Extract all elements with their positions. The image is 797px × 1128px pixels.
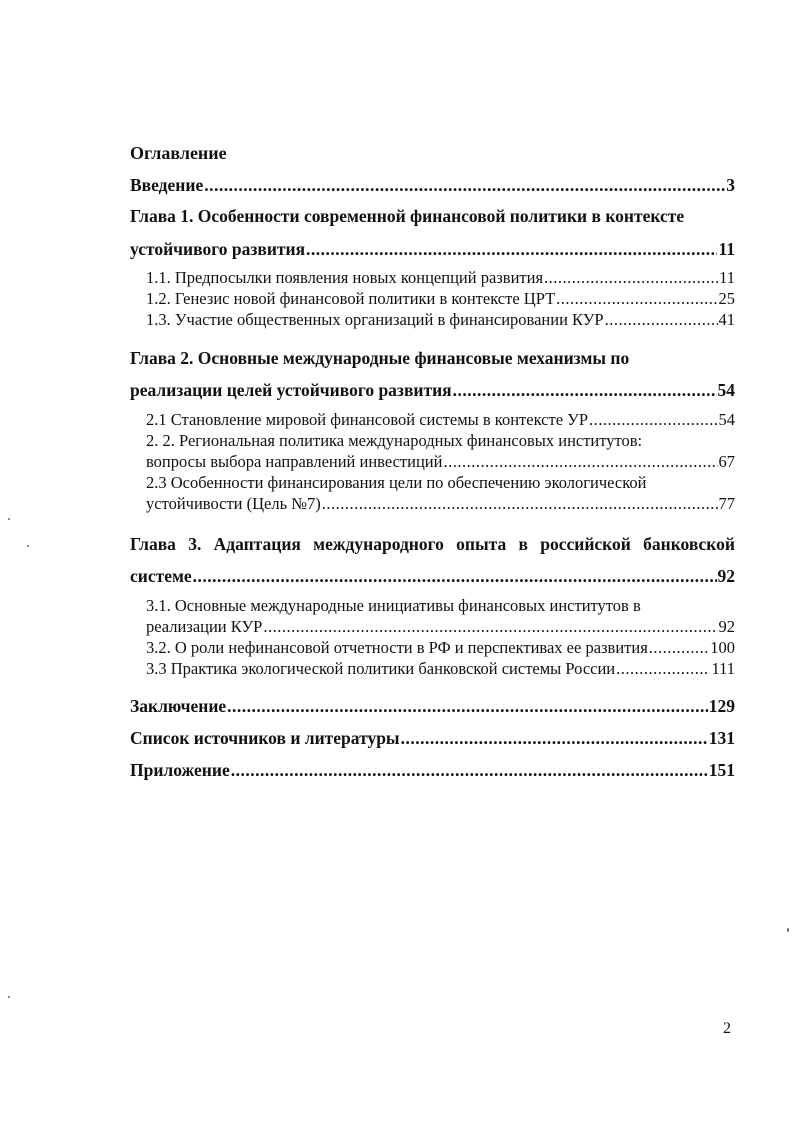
scan-speck — [27, 545, 29, 547]
dot-leader — [306, 239, 717, 260]
dot-leader — [616, 659, 710, 679]
toc-entry-section-1-2[interactable] — [146, 289, 735, 309]
toc-entry-page: 111 — [711, 659, 735, 678]
toc-entry-label: Введение — [130, 175, 204, 195]
scan-speck — [8, 518, 10, 520]
toc-entry-label: 1.2. Генезис новой финансовой политики в контексте ЦРТ — [146, 289, 556, 308]
toc-entry-page: 77 — [718, 494, 735, 513]
toc-chapter1-heading: Глава 1. Особенности современной финансовой политики в контексте — [130, 206, 685, 226]
toc-entry-label: Заключение — [130, 696, 227, 716]
toc-entry-section-3-1[interactable] — [146, 617, 735, 637]
toc-entry-page: 11 — [718, 239, 735, 259]
toc-entry-page: 151 — [708, 760, 735, 780]
dot-leader — [544, 268, 718, 288]
toc-entry-label: 1.3. Участие общественных организаций в финансировании КУР — [146, 310, 604, 329]
toc-entry-intro[interactable] — [130, 175, 735, 196]
heading-word: российской — [540, 534, 631, 554]
heading-word: банковской — [643, 534, 735, 554]
toc-chapter3-heading — [130, 534, 735, 555]
heading-word: международного — [313, 534, 444, 554]
toc-entry-page: 131 — [708, 728, 735, 748]
dot-leader — [589, 410, 717, 430]
heading-word: 3. — [188, 534, 202, 554]
toc-entry-page: 54 — [717, 380, 735, 400]
toc-section-3-1-heading: 3.1. Основные международные инициативы финансовых институтов в — [146, 596, 641, 615]
dot-leader — [263, 617, 717, 637]
toc-entry-chapter3[interactable] — [130, 566, 735, 587]
toc-entry-chapter1[interactable] — [130, 239, 735, 260]
toc-entry-section-2-1[interactable] — [146, 410, 735, 430]
toc-entry-label: устойчивости (Цель №7) — [146, 494, 321, 513]
toc-entry-label: устойчивого развития — [130, 239, 306, 259]
toc-entry-label: 3.2. О роли нефинансовой отчетности в РФ и перспективах ее развития — [146, 638, 648, 657]
dot-leader — [605, 310, 718, 330]
dot-leader — [649, 638, 709, 658]
heading-word: Глава — [130, 534, 176, 554]
toc-entry-page: 11 — [719, 268, 735, 287]
toc-entry-page: 92 — [718, 617, 735, 636]
toc-entry-chapter2[interactable] — [130, 380, 735, 401]
dot-leader — [322, 494, 718, 514]
toc-entry-section-1-1[interactable] — [146, 268, 735, 288]
heading-word: Адаптация — [213, 534, 301, 554]
dot-leader — [231, 760, 708, 781]
toc-entry-appendix[interactable] — [130, 760, 735, 781]
toc-entry-page: 67 — [718, 452, 735, 471]
toc-entry-page: 3 — [726, 175, 735, 195]
toc-entry-section-3-2[interactable] — [146, 638, 735, 658]
toc-entry-label: реализации КУР — [146, 617, 263, 636]
toc-entry-conclusion[interactable] — [130, 696, 735, 717]
dot-leader — [453, 380, 717, 401]
dot-leader — [193, 566, 717, 587]
toc-entry-label: реализации целей устойчивого развития — [130, 380, 452, 400]
heading-word: опыта — [456, 534, 507, 554]
page-number: 2 — [723, 1020, 731, 1037]
dot-leader — [556, 289, 717, 309]
toc-entry-page: 129 — [708, 696, 735, 716]
dot-leader — [443, 452, 717, 472]
toc-chapter2-heading: Глава 2. Основные международные финансовые механизмы по — [130, 348, 630, 368]
toc-entry-label: вопросы выбора направлений инвестиций — [146, 452, 443, 471]
toc-section-2-3-heading: 2.3 Особенности финансирования цели по обеспечению экологической — [146, 473, 647, 492]
toc-entry-sources[interactable] — [130, 728, 735, 749]
dot-leader — [227, 696, 708, 717]
toc-entry-label: системе — [130, 566, 192, 586]
toc-entry-page: 25 — [718, 289, 735, 308]
toc-title: Оглавление — [130, 143, 227, 163]
scan-speck — [8, 996, 10, 998]
toc-entry-page: 54 — [718, 410, 735, 429]
toc-entry-page: 92 — [717, 566, 735, 586]
toc-entry-page: 41 — [718, 310, 735, 329]
toc-entry-label: 3.3 Практика экологической политики банковской системы России — [146, 659, 616, 678]
toc-entry-label: Приложение — [130, 760, 230, 780]
toc-entry-page: 100 — [710, 638, 735, 657]
dot-leader — [401, 728, 708, 749]
toc-entry-section-1-3[interactable] — [146, 310, 735, 330]
toc-entry-section-3-3[interactable] — [146, 659, 735, 679]
dot-leader — [204, 175, 725, 196]
toc-entry-label: 2.1 Становление мировой финансовой системы в контексте УР — [146, 410, 589, 429]
toc-entry-section-2-3[interactable] — [146, 494, 735, 514]
toc-section-2-2-heading: 2. 2. Региональная политика международных финансовых институтов: — [146, 431, 643, 450]
toc-entry-label: Список источников и литературы — [130, 728, 400, 748]
toc-entry-section-2-2[interactable] — [146, 452, 735, 472]
toc-entry-label: 1.1. Предпосылки появления новых концепций развития — [146, 268, 544, 287]
heading-word: в — [518, 534, 528, 554]
scan-speck — [787, 928, 789, 932]
